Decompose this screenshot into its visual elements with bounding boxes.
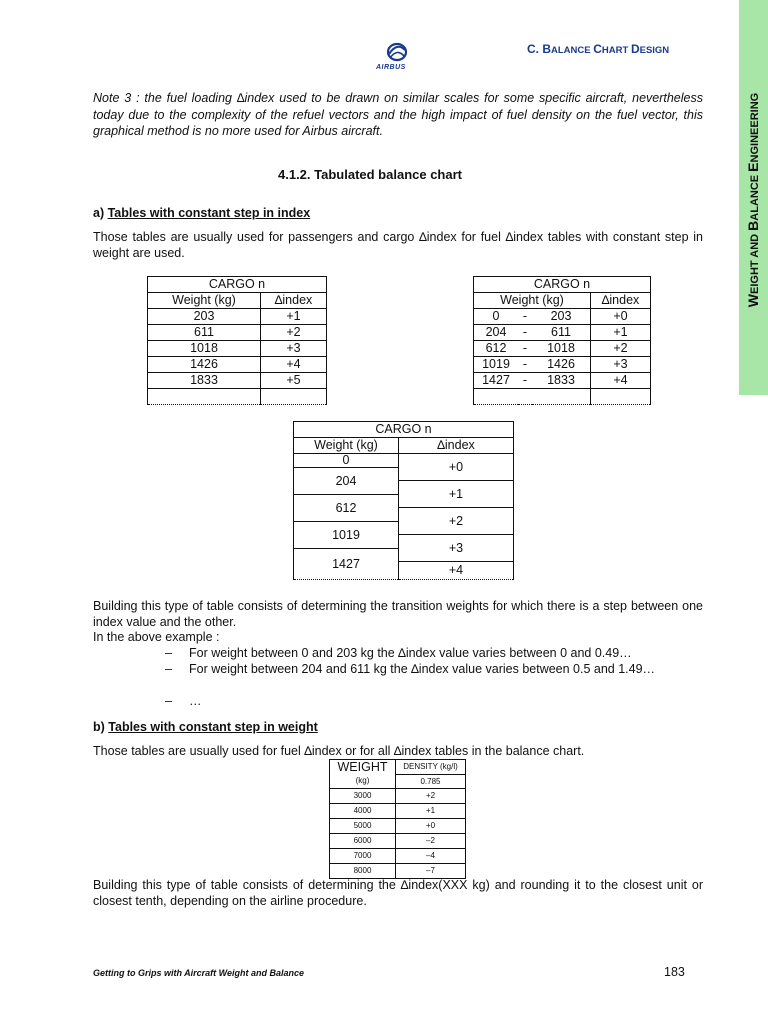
table-row <box>474 341 651 357</box>
table-cell: +3 <box>591 357 651 373</box>
column-header: Weight (kg) <box>148 293 261 309</box>
table-cell: +4 <box>591 373 651 389</box>
table-cell <box>474 389 591 405</box>
side-part: NGINEERING <box>749 92 761 163</box>
table-cell <box>261 389 327 405</box>
paragraph-b: Those tables are usually used for fuel ∆index or for all ∆index tables in the balance chart. <box>93 744 585 758</box>
list-item <box>165 694 705 710</box>
table-row <box>330 788 466 803</box>
table-cell: 1018 <box>148 341 261 357</box>
table-cell: +3 <box>261 341 327 357</box>
table-cell: 203 <box>148 309 261 325</box>
column-header: ∆index <box>399 438 514 454</box>
table-cell: +2 <box>396 788 466 803</box>
cargo-table-2 <box>473 276 651 405</box>
table-cell: 204 <box>474 325 519 341</box>
table-cell: +2 <box>591 341 651 357</box>
cargo-table-3 <box>293 421 514 580</box>
table-cell: 612 <box>294 495 399 522</box>
table-cell: - <box>518 325 532 341</box>
table-row <box>148 357 327 373</box>
table-cell: +0 <box>399 454 514 481</box>
subheading-letter: a) <box>93 206 108 220</box>
table-cell: 612 <box>474 341 519 357</box>
table-title: CARGO n <box>294 422 514 438</box>
table-cell: 611 <box>148 325 261 341</box>
side-part: W <box>745 293 761 308</box>
table-title: CARGO n <box>474 277 651 293</box>
column-header: ∆index <box>591 293 651 309</box>
header-part: ALANCE <box>551 45 594 56</box>
side-chapter-tab <box>739 0 768 395</box>
table-row <box>330 803 466 818</box>
table-cell: +0 <box>396 818 466 833</box>
side-part: E <box>745 162 761 172</box>
table-cell: +1 <box>261 309 327 325</box>
table-cell: 1426 <box>148 357 261 373</box>
table-cell: 611 <box>532 325 591 341</box>
table-continuation-row <box>148 389 327 405</box>
table-cell: 1019 <box>294 522 399 549</box>
table-cell: +2 <box>261 325 327 341</box>
table-cell: - <box>518 373 532 389</box>
table-cell: - <box>518 341 532 357</box>
table-cell: 4000 <box>330 803 396 818</box>
list-item <box>165 662 705 694</box>
table-cell: 0 <box>294 454 399 468</box>
header-part: C <box>593 42 602 56</box>
table-cell <box>148 389 261 405</box>
note-paragraph: Note 3 : the fuel loading ∆index used to be drawn on similar scales for some specific aircraft, nevertheless today due to the complexity of the refuel vectors and the high impact of fuel density on the fuel vector, this graphical method is no more used for Airbus aircraft. <box>93 91 703 138</box>
header-part: ESIGN <box>639 45 670 56</box>
table-cell: 1018 <box>532 341 591 357</box>
table-row <box>474 325 651 341</box>
airbus-swirl-icon <box>372 40 422 64</box>
paragraph-a: Those tables are usually used for passengers and cargo ∆index for fuel ∆index tables with constant step in weight are used. <box>93 230 703 260</box>
header-part: HART <box>601 45 631 56</box>
table-cell: 8000 <box>330 863 396 878</box>
table-cell: 1427 <box>294 549 399 580</box>
paragraph-example: In the above example : <box>93 630 220 644</box>
chapter-header <box>527 42 669 56</box>
header-part: D <box>630 42 640 56</box>
subheading-b <box>93 720 318 734</box>
table-cell: +1 <box>396 803 466 818</box>
table-cell: 5000 <box>330 818 396 833</box>
fuel-table <box>329 759 466 879</box>
bullet-text: … <box>189 694 202 708</box>
footer-title: Getting to Grips with Aircraft Weight and Balance <box>93 968 305 978</box>
table-row <box>330 833 466 848</box>
table-cell: 1427 <box>474 373 519 389</box>
table-row <box>148 325 327 341</box>
subheading-title: Tables with constant step in index <box>107 206 311 220</box>
table-row <box>330 863 466 878</box>
table-cell: 6000 <box>330 833 396 848</box>
subheading-a <box>93 206 310 220</box>
bullet-dash: – <box>165 662 172 676</box>
table-row <box>330 848 466 863</box>
column-header: WEIGHT <box>330 760 396 775</box>
table-cell: - <box>518 357 532 373</box>
table-cell: +2 <box>399 508 514 535</box>
table-row <box>294 454 514 468</box>
column-header: ∆index <box>261 293 327 309</box>
table-cell: +3 <box>399 535 514 562</box>
table-cell: –2 <box>396 833 466 848</box>
page-number: 183 <box>664 965 685 979</box>
paragraph-build-2: Building this type of table consists of determining the ∆index(XXX kg) and rounding it to the closest unit or closest tenth, depending on the airline procedure. <box>93 878 703 908</box>
column-header: Weight (kg) <box>294 438 399 454</box>
table-cell: +1 <box>399 481 514 508</box>
table-cell: 3000 <box>330 788 396 803</box>
table-row <box>148 341 327 357</box>
side-tab-label <box>745 93 761 307</box>
column-header: DENSITY (kg/l) <box>396 760 466 775</box>
airbus-logo <box>372 40 422 74</box>
table-title: CARGO n <box>148 277 327 293</box>
table-cell: 7000 <box>330 848 396 863</box>
table-cell <box>591 389 651 405</box>
table-row <box>330 818 466 833</box>
table-cell: +0 <box>591 309 651 325</box>
logo-wordmark: AIRBUS <box>376 64 406 71</box>
table-cell: 1833 <box>148 373 261 389</box>
paragraph-build-1: Building this type of table consists of determining the transition weights for which there is a step between one index value and the other. <box>93 599 703 629</box>
table-row <box>474 309 651 325</box>
list-item <box>165 646 705 662</box>
column-header: Weight (kg) <box>474 293 591 309</box>
table-cell: –7 <box>396 863 466 878</box>
subheading-title: Tables with constant step in weight <box>108 720 318 734</box>
table-cell: 203 <box>532 309 591 325</box>
side-part: EIGHT AND <box>749 230 761 294</box>
table-row <box>148 309 327 325</box>
table-cell: 1833 <box>532 373 591 389</box>
bullet-text: For weight between 0 and 203 kg the ∆index value varies between 0 and 0.49… <box>189 646 632 660</box>
header-part: C. B <box>527 42 551 56</box>
table-row <box>474 357 651 373</box>
table-cell: 0 <box>474 309 519 325</box>
table-cell: 204 <box>294 468 399 495</box>
bullet-dash: – <box>165 646 172 660</box>
table-cell: –4 <box>396 848 466 863</box>
side-part: ALANCE <box>749 171 761 221</box>
table-cell: +4 <box>261 357 327 373</box>
side-part: B <box>745 220 761 231</box>
table-continuation-row <box>474 389 651 405</box>
table-cell: 1019 <box>474 357 519 373</box>
table-row <box>148 373 327 389</box>
column-header: (kg) <box>330 774 396 788</box>
density-value: 0.785 <box>396 774 466 788</box>
cargo-table-1 <box>147 276 327 405</box>
bullet-text: For weight between 204 and 611 kg the ∆index value varies between 0.5 and 1.49… <box>189 662 656 676</box>
table-cell: +5 <box>261 373 327 389</box>
subheading-letter: b) <box>93 720 109 734</box>
table-cell: - <box>518 309 532 325</box>
section-title: 4.1.2. Tabulated balance chart <box>278 167 462 182</box>
table-cell: +4 <box>399 562 514 580</box>
bullet-dash: – <box>165 694 172 708</box>
table-cell: +1 <box>591 325 651 341</box>
table-row <box>474 373 651 389</box>
table-cell: 1426 <box>532 357 591 373</box>
